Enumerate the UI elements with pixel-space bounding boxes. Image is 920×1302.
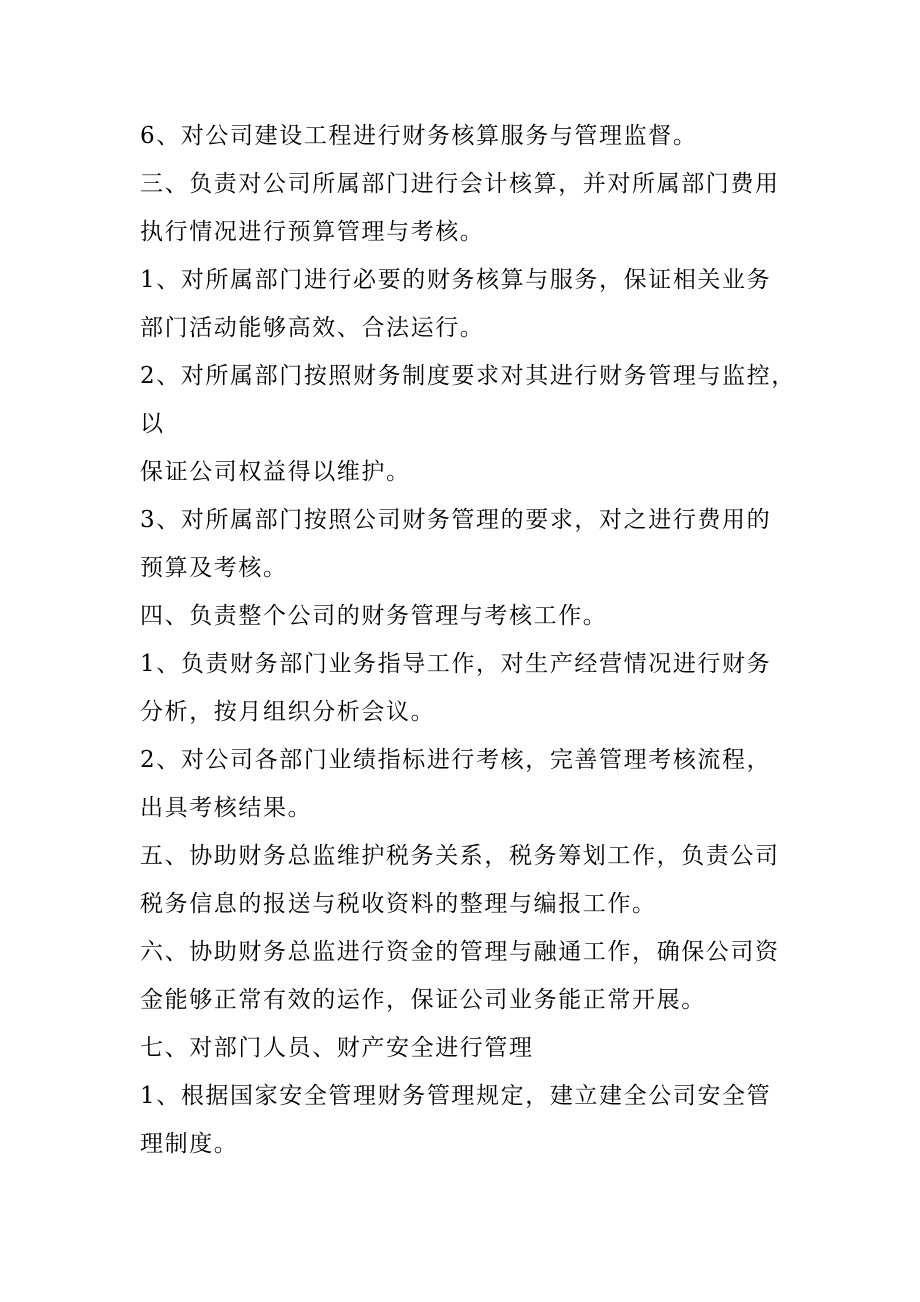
- text-line: 理制度。: [140, 1131, 239, 1157]
- text-line: 税务信息的报送与税收资料的整理与编报工作。: [140, 891, 657, 917]
- text-line: 六、协助财务总监进行资金的管理与融通工作，确保公司资: [140, 939, 780, 965]
- text-line: 保证公司权益得以维护。: [140, 459, 411, 485]
- text-line: 七、对部门人员、财产安全进行管理: [140, 1035, 534, 1061]
- text-line: 1、根据国家安全管理财务管理规定，建立建全公司安全管: [140, 1083, 772, 1109]
- text-line: 1、负责财务部门业务指导工作，对生产经营情况进行财务: [140, 651, 772, 677]
- text-line: 3、对所属部门按照公司财务管理的要求，对之进行费用的: [140, 507, 772, 533]
- text-line: 1、对所属部门进行必要的财务核算与服务，保证相关业务: [140, 267, 772, 293]
- text-line: 金能够正常有效的运作，保证公司业务能正常开展。: [140, 987, 706, 1013]
- text-line: 出具考核结果。: [140, 795, 313, 821]
- text-line: 6、对公司建设工程进行财务核算服务与管理监督。: [140, 123, 698, 149]
- text-line: 分析，按月组织分析会议。: [140, 699, 436, 725]
- text-line: 部门活动能够高效、合法运行。: [140, 315, 485, 341]
- text-line: 以: [140, 411, 165, 437]
- text-line: 预算及考核。: [140, 555, 288, 581]
- text-line: 2、对公司各部门业绩指标进行考核，完善管理考核流程，: [140, 747, 772, 773]
- text-line: 五、协助财务总监维护税务关系，税务筹划工作，负责公司: [140, 843, 780, 869]
- text-line: 2、对所属部门按照财务制度要求对其进行财务管理与监控，: [140, 363, 796, 389]
- text-line: 执行情况进行预算管理与考核。: [140, 219, 485, 245]
- text-line: 四、负责整个公司的财务管理与考核工作。: [140, 603, 608, 629]
- text-line: 三、负责对公司所属部门进行会计核算，并对所属部门费用: [140, 171, 780, 197]
